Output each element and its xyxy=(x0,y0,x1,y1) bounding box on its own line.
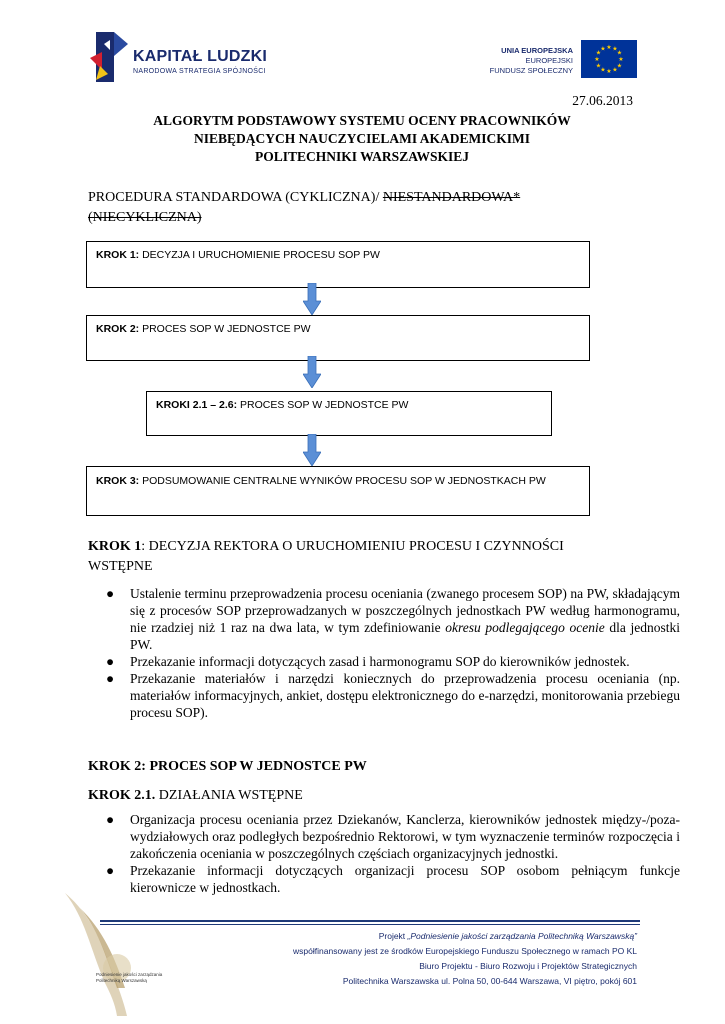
list-item: ● Przekazanie informacji dotyczących zasad i harmonogramu SOP do kierowników jednostek. xyxy=(106,654,630,669)
flow-step3-text: PODSUMOWANIE CENTRALNE WYNIKÓW PROCESU SOP W JEDNOSTKACH PW xyxy=(139,475,546,487)
flow-step3-label: KROK 3: xyxy=(96,475,140,487)
pw-project-logo xyxy=(55,888,165,1018)
flow-box-step1 xyxy=(86,241,590,288)
svg-text:★: ★ xyxy=(618,56,624,63)
svg-text:★: ★ xyxy=(606,68,612,75)
svg-text:★: ★ xyxy=(612,66,618,74)
section-step21-heading-bold: KROK 2.1. xyxy=(88,788,156,803)
list-item: ● Przekazanie materiałów i narzędzi koniecznych do przeprowadzenia procesu oceniania (np. materiałów informacyjnych, ankiet, dostępu elektronicznego do e-narzędzi, monitorowania przebiegu procesu SOP). xyxy=(106,671,680,720)
kapital-ludzki-title: KAPITAŁ LUDZKI xyxy=(133,48,268,65)
svg-text:★: ★ xyxy=(606,44,612,51)
kapital-ludzki-logo xyxy=(88,30,133,85)
flow-arrow-down-icon xyxy=(303,434,321,466)
list-item: ● Organizacja procesu oceniania przez Dziekanów, Kanclerza, kierowników jednostek między-/poza-wydziałowych oraz podległych bezpośrednio Rektorowi, w tym wyznaczenie terminów rozpoczęcia i zakończenia oceniania w poszczególnych częściach organizacyjnych jednostki. xyxy=(106,812,680,861)
title-line-1: ALGORYTM PODSTAWOWY SYSTEMU OCENY PRACOWNIKÓW xyxy=(153,113,571,128)
list-item: ● Przekazanie informacji dotyczących organizacji procesu SOP osobom pełniącym funkcje kierownicze w jednostkach. xyxy=(106,863,680,895)
flow-step1-label: KROK 1: xyxy=(96,249,140,261)
footer-office: Biuro Projektu - Biuro Rozwoju i Projektów Strategicznych xyxy=(419,961,637,971)
procedure-standard: PROCEDURA STANDARDOWA (CYKLICZNA)/ xyxy=(88,190,383,205)
flow-box-step3 xyxy=(86,466,590,516)
eu-logo-text xyxy=(490,46,573,76)
footer-divider xyxy=(100,920,640,922)
svg-text:★: ★ xyxy=(612,45,618,53)
footer-divider xyxy=(100,924,640,925)
flow-box-step2 xyxy=(86,315,590,361)
pw-eagle-icon xyxy=(55,888,165,1018)
eu-line3: FUNDUSZ SPOŁECZNY xyxy=(489,66,573,75)
section-step1-heading xyxy=(88,537,628,577)
procedure-noncyclic: (NIECYKLICZNA) xyxy=(88,210,202,225)
flow-step2-text: PROCES SOP W JEDNOSTCE PW xyxy=(139,323,311,335)
eu-flag-icon xyxy=(581,40,637,78)
svg-text:★: ★ xyxy=(616,49,623,57)
section-step21-heading-rest: DZIAŁANIA WSTĘPNE xyxy=(155,788,303,803)
svg-text:★: ★ xyxy=(595,62,602,70)
flow-arrow-down-icon xyxy=(303,283,321,315)
kapital-ludzki-subtitle: NARODOWA STRATEGIA SPÓJNOŚCI xyxy=(133,68,266,75)
flow-step1-text: DECYZJA I URUCHOMIENIE PROCESU SOP PW xyxy=(139,249,380,261)
section-step1-heading-bold: KROK 1 xyxy=(88,539,142,554)
flow-step21-label: KROKI 2.1 – 2.6: xyxy=(156,399,238,411)
footer-project-prefix: Projekt xyxy=(378,931,408,941)
svg-text:★: ★ xyxy=(600,45,606,53)
pw-logo-caption: Podniesienie jakości zarządzania Politechniką Warszawską xyxy=(96,972,163,983)
section-step21-heading xyxy=(88,786,303,806)
flow-arrow-down-icon xyxy=(303,356,321,388)
eu-line2: EUROPEJSKI xyxy=(525,56,573,65)
svg-text:★: ★ xyxy=(595,49,602,57)
section-step2-heading xyxy=(88,757,367,777)
footer-text xyxy=(293,929,637,989)
svg-text:★: ★ xyxy=(594,56,600,63)
footer-funding: współfinansowany jest ze środków Europejskiego Funduszu Społecznego w ramach PO KL xyxy=(293,946,637,956)
flow-step21-text: PROCES SOP W JEDNOSTCE PW xyxy=(237,399,409,411)
kapital-ludzki-emblem-icon xyxy=(88,30,133,85)
procedure-type xyxy=(88,188,608,228)
document-title xyxy=(88,112,636,166)
section-step2-heading-rest: : PROCES SOP W JEDNOSTCE PW xyxy=(141,759,367,774)
flow-box-steps-2-1-2-6 xyxy=(146,391,552,436)
section-step2-heading-bold: KROK 2 xyxy=(88,759,142,774)
title-line-3: POLITECHNIKI WARSZAWSKIEJ xyxy=(255,149,469,164)
section-step1-heading-rest: : DECYZJA REKTORA O URUCHOMIENIU PROCESU I CZYNNOŚCI WSTĘPNE xyxy=(88,539,564,574)
document-date: 27.06.2013 xyxy=(572,93,633,108)
footer-project-name: „Podniesienie jakości zarządzania Politechniką Warszawską” xyxy=(407,931,637,941)
section-step21-list xyxy=(88,811,680,896)
list-item: ● Ustalenie terminu przeprowadzenia procesu oceniania (zwanego procesem SOP) na PW, składającym się z procesów SOP przeprowadzanych w poszczególnych jednostkach PW według harmonogramu, nie rzadziej niż 1 raz na dwa lata, w tym zdefiniowanie okresu podlegającego ocenie dla jednostki PW. xyxy=(106,586,680,652)
svg-text:★: ★ xyxy=(616,62,623,70)
svg-text:★: ★ xyxy=(600,66,606,74)
footer-address: Politechnika Warszawska ul. Polna 50, 00-644 Warszawa, VI piętro, pokój 601 xyxy=(342,976,637,986)
flow-step2-label: KROK 2: xyxy=(96,323,140,335)
eu-line1: UNIA EUROPEJSKA xyxy=(501,46,573,55)
title-line-2: NIEBĘDĄCYCH NAUCZYCIELAMI AKADEMICKIMI xyxy=(193,131,531,146)
section-step1-list xyxy=(88,585,680,721)
procedure-nonstandard: NIESTANDARDOWA* xyxy=(382,190,521,205)
